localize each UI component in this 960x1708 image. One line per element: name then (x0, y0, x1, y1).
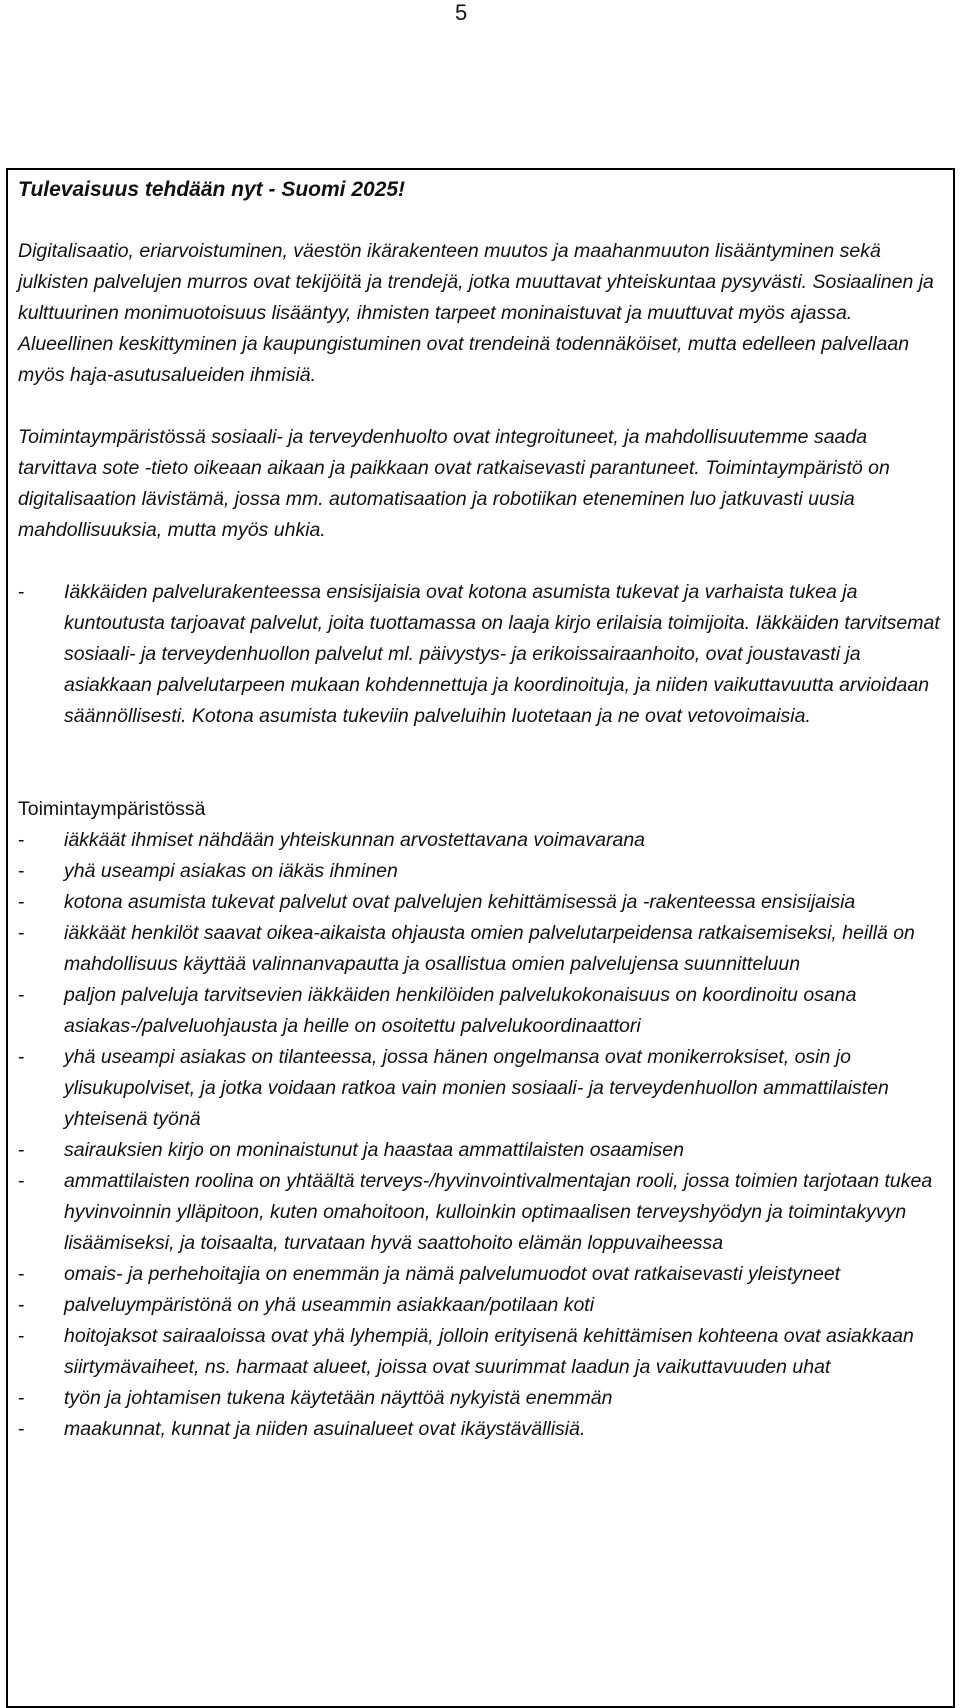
dash-bullet: - (18, 581, 25, 603)
list-item (18, 1321, 943, 1383)
list-item (18, 1414, 943, 1445)
list-item (18, 825, 943, 856)
list-item (18, 1166, 943, 1259)
list-item (18, 577, 943, 732)
list-item (18, 887, 943, 918)
list-item-text: iäkkäät ihmiset nähdään yhteiskunnan arvostettavana voimavarana (64, 829, 646, 851)
list-item-text: yhä useampi asiakas on iäkäs ihminen (64, 860, 398, 882)
intro-paragraph: Digitalisaatio, eriarvoistuminen, väestön ikärakenteen muutos ja maahanmuuton lisääntyminen sekä julkisten palvelujen murros ovat tekijöitä ja trendejä, jotka muuttavat yhteiskuntaa pysyvästi. Sosiaalinen ja kulttuurinen monimuotoisuus lisääntyy, ihmisten tarpeet moninaistuvat ja muuttuvat myös ajassa. Alueellinen keskittyminen ja kaupungistuminen ovat trendeinä todennäköiset, mutta edelleen palvellaan myös haja-asutusalueiden ihmisiä. (18, 240, 934, 386)
list-heading: Toimintaympäristössä (18, 798, 206, 820)
dash-bullet: - (18, 1263, 25, 1285)
dash-bullet: - (18, 1139, 25, 1161)
list-item (18, 1042, 943, 1135)
list-item (18, 1290, 943, 1321)
list-item (18, 980, 943, 1042)
environment-list (18, 825, 943, 1445)
list-item-text: omais- ja perhehoitajia on enemmän ja nämä palvelumuodot ovat ratkaisevasti yleistyneet (64, 1263, 841, 1285)
dash-bullet: - (18, 1170, 25, 1192)
list-item-text: kotona asumista tukevat palvelut ovat palvelujen kehittämisessä ja -rakenteessa ensisijaisia (64, 891, 856, 913)
list-item-text: sairauksien kirjo on moninaistunut ja haastaa ammattilaisten osaamisen (64, 1139, 684, 1161)
list-item-text: työn ja johtamisen tukena käytetään näyttöä nykyistä enemmän (64, 1387, 613, 1409)
dash-bullet: - (18, 1325, 25, 1347)
dash-bullet: - (18, 922, 25, 944)
list-item (18, 1259, 943, 1290)
list-item (18, 856, 943, 887)
document-title: Tulevaisuus tehdään nyt - Suomi 2025! (18, 178, 406, 201)
list-item-text: palveluympäristönä on yhä useammin asiakkaan/potilaan koti (64, 1294, 595, 1316)
document-content (18, 174, 943, 1445)
dash-bullet: - (18, 1418, 25, 1440)
environment-paragraph: Toimintaympäristössä sosiaali- ja terveydenhuolto ovat integroituneet, ja mahdollisuutemme saada tarvittava sote -tieto oikeaan aikaan ja paikkaan ovat ratkaisevasti parantuneet. Toimintaympäristö on digitalisaation lävistämä, jossa mm. automatisaation ja robotiikan eteneminen luo jatkuvasti uusia mahdollisuuksia, mutta myös uhkia. (18, 426, 890, 541)
list-item (18, 918, 943, 980)
list-item-text: paljon palveluja tarvitsevien iäkkäiden henkilöiden palvelukokonaisuus on koordinoitu osana asiakas-/palveluohjausta ja heille on osoitettu palvelukoordinaattori (64, 984, 857, 1037)
dash-bullet: - (18, 829, 25, 851)
list-item-text: ammattilaisten roolina on yhtäältä terveys-/hyvinvointivalmentajan rooli, jossa toimien tarjotaan tukea hyvinvoinnin ylläpitoon, kuten omahoitoon, kulloinkin optimaalisen terveyshyödyn ja toimintakyvyn lisäämiseksi, ja toisaalta, turvataan hyvä saattohoito elämän loppuvaiheessa (64, 1170, 933, 1254)
elderly-paragraph: Iäkkäiden palvelurakenteessa ensisijaisia ovat kotona asumista tukevat ja varhaista tukea ja kuntoutusta tarjoavat palvelut, joita tuottamassa on laaja kirjo erilaisia toimijoita. Iäkkäiden tarvitsemat sosiaali- ja terveydenhuollon palvelut ml. päivystys- ja erikoissairaanhoito, ovat joustavasti ja asiakkaan palvelutarpeen mukaan kohdennettuja ja koordinoituja, ja niiden vaikuttavuutta arvioidaan säännöllisesti. Kotona asumista tukeviin palveluihin luotetaan ja ne ovat vetovoimaisia. (64, 581, 940, 727)
dash-bullet: - (18, 1387, 25, 1409)
list-item-text: hoitojaksot sairaaloissa ovat yhä lyhempiä, jolloin erityisenä kehittämisen kohteena ovat asiakkaan siirtymävaiheet, ns. harmaat alueet, joissa ovat suurimmat laadun ja vaikuttavuuden uhat (64, 1325, 914, 1378)
dash-bullet: - (18, 984, 25, 1006)
list-item-text: maakunnat, kunnat ja niiden asuinalueet ovat ikäystävällisiä. (64, 1418, 586, 1440)
dash-bullet: - (18, 1294, 25, 1316)
list-item-text: yhä useampi asiakas on tilanteessa, jossa hänen ongelmansa ovat monikerroksiset, osin jo ylisukupolviset, ja jotka voidaan ratkoa vain monien sosiaali- ja terveydenhuollon ammattilaisten yhteisenä työnä (64, 1046, 889, 1130)
elderly-services-list (18, 577, 943, 732)
page-number: 5 (455, 0, 468, 25)
dash-bullet: - (18, 1046, 25, 1068)
list-item-text: iäkkäät henkilöt saavat oikea-aikaista ohjausta omien palvelutarpeidensa ratkaisemiseksi, heillä on mahdollisuus käyttää valinnanvapautta ja osallistua omien palvelujensa suunnitteluun (64, 922, 915, 975)
list-item (18, 1135, 943, 1166)
dash-bullet: - (18, 860, 25, 882)
list-item (18, 1383, 943, 1414)
dash-bullet: - (18, 891, 25, 913)
